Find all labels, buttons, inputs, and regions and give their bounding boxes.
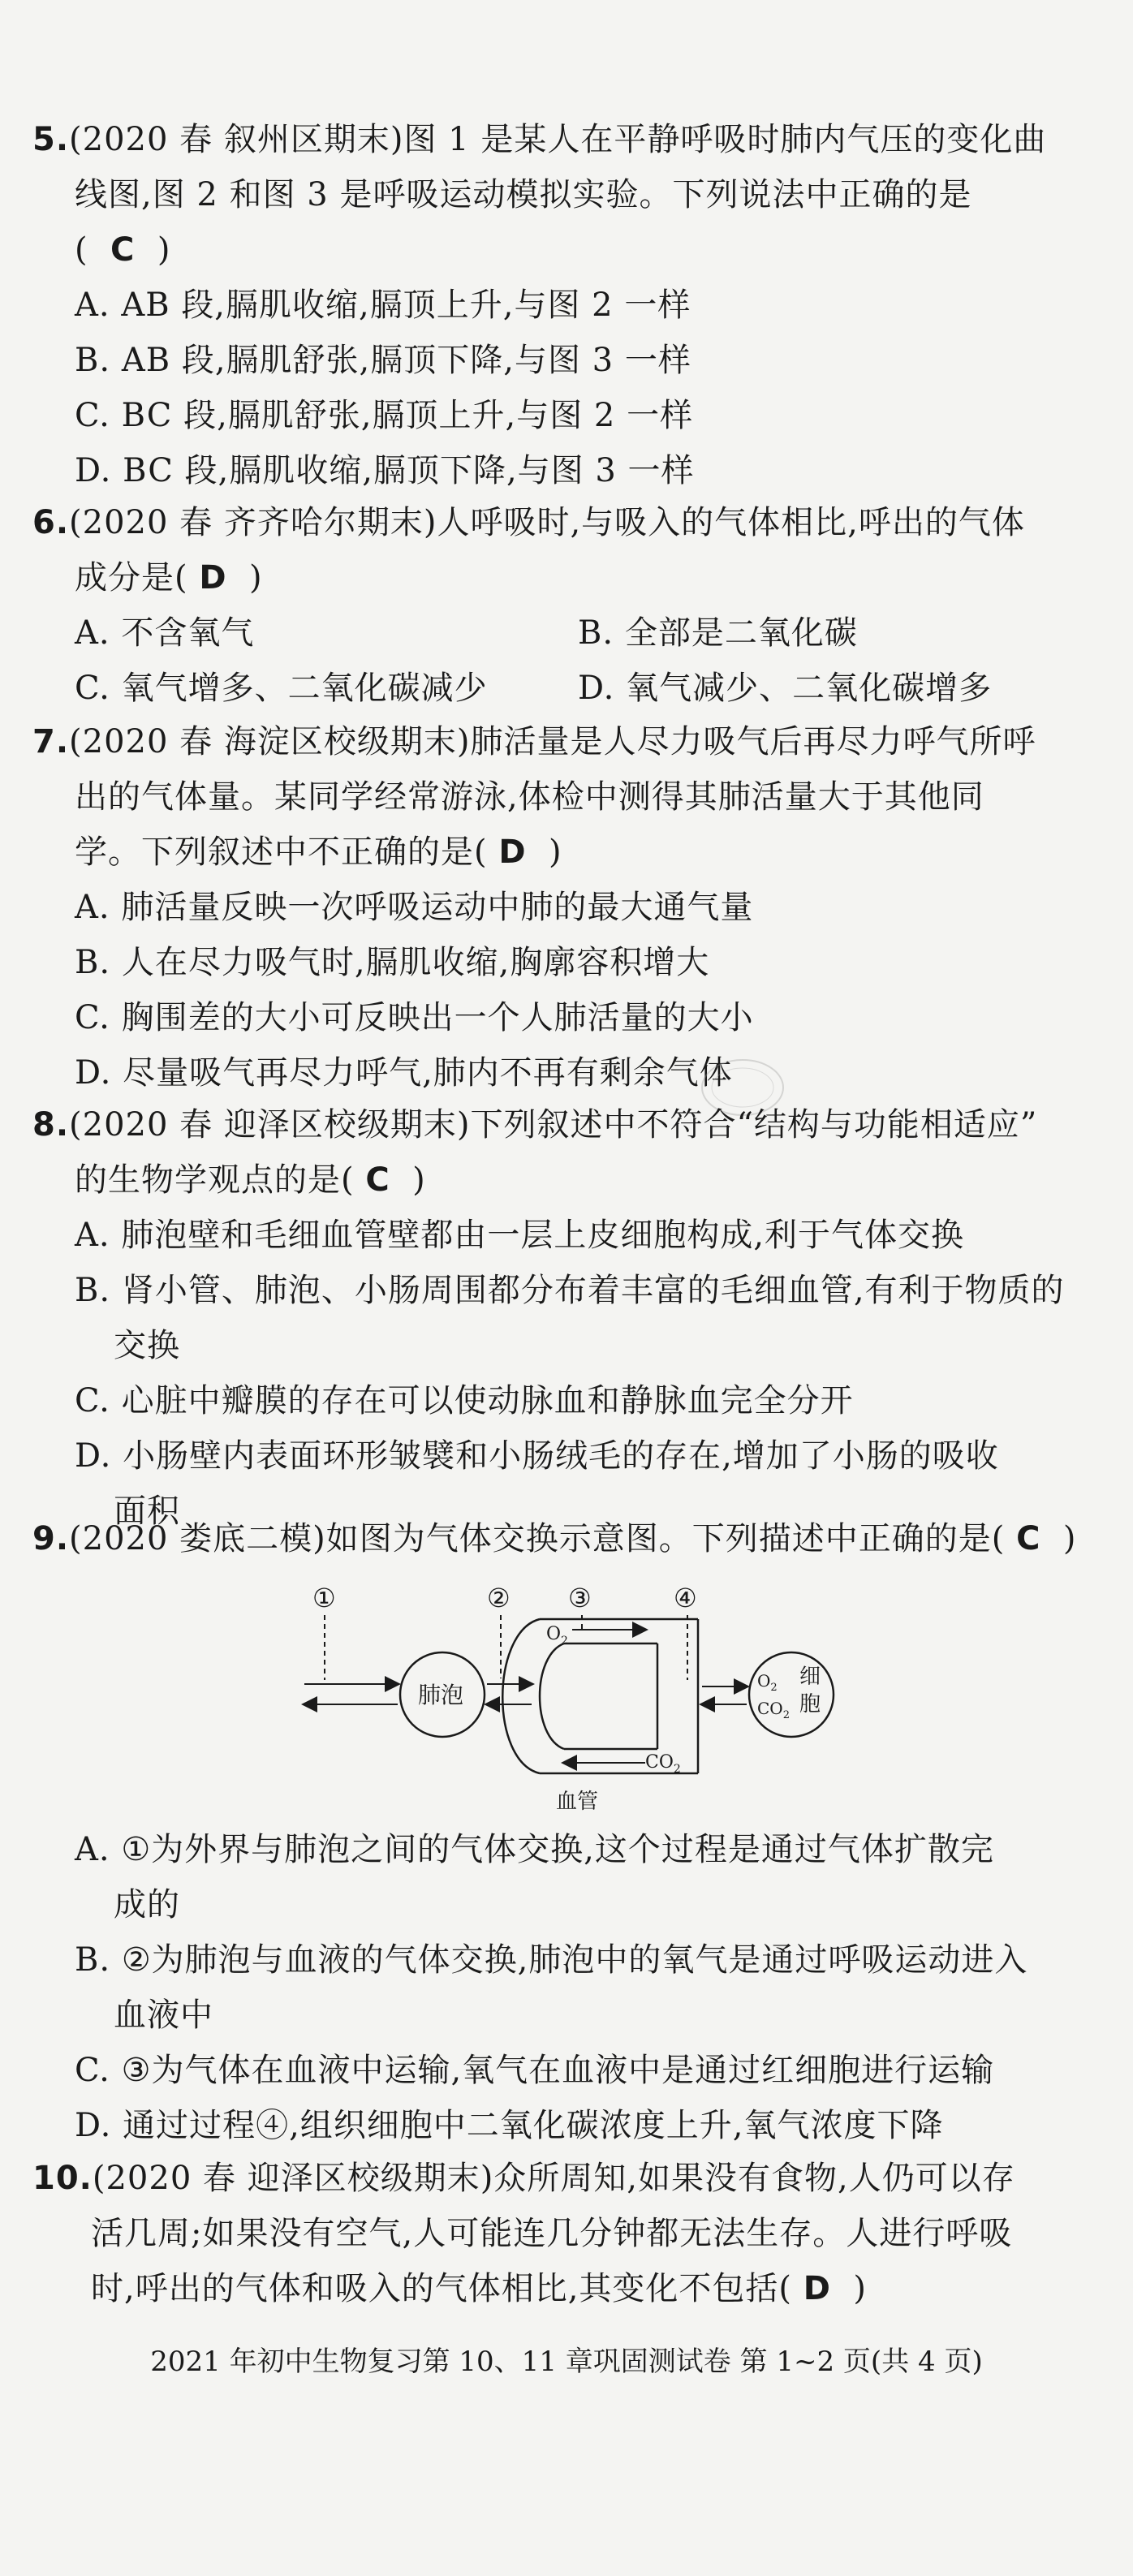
question-number: 7. — [32, 723, 70, 760]
option-a: A. AB 段,膈肌收缩,膈顶上升,与图 2 一样 — [75, 286, 691, 324]
question-7 — [32, 714, 1104, 1101]
question-8-stem-line-2: 的生物学观点的是( C ) — [75, 1161, 426, 1199]
option-b: B. ②为肺泡与血液的气体交换,肺泡中的氧气是通过呼吸运动进入 — [75, 1941, 1028, 1979]
question-10 — [32, 2151, 1104, 2316]
cell-label-char-2: 胞 — [799, 1692, 821, 1717]
question-8-stem-line-1: 8.(2020 春 迎泽区校级期末)下列叙述中不符合“结构与功能相适应” — [32, 1106, 1038, 1144]
option-b: B. 人在尽力吸气时,膈肌收缩,胸廓容积增大 — [75, 944, 710, 981]
option-c: C. 胸围差的大小可反映出一个人肺活量的大小 — [75, 999, 754, 1036]
question-9 — [32, 1511, 1104, 1566]
options-row-1 — [32, 605, 1104, 661]
vessel-label: 血管 — [556, 1790, 599, 1814]
question-9-options — [32, 1822, 1104, 2153]
question-number: 9. — [32, 1520, 70, 1557]
question-6-stem-line-1: 6.(2020 春 齐齐哈尔期末)人呼吸时,与吸入的气体相比,呼出的气体 — [32, 504, 1025, 541]
option-d: D. 尽量吸气再尽力呼气,肺内不再有剩余气体 — [75, 1054, 733, 1092]
marker-4: ④ — [674, 1583, 697, 1613]
vessel-outer-left — [502, 1619, 540, 1773]
answer-letter: C — [365, 1161, 390, 1199]
co2-cell-label: $CO_2$ — [757, 1699, 790, 1721]
question-7-stem-line-3: 学。下列叙述中不正确的是( D ) — [75, 834, 562, 871]
question-number: 5. — [32, 121, 70, 158]
option-b-continued: 交换 — [114, 1327, 180, 1364]
o2-vessel-label: $O_2$ — [546, 1624, 568, 1648]
co2-vessel-label: $CO_2$ — [645, 1752, 681, 1776]
options-row-2 — [32, 661, 1104, 716]
cell-circle — [749, 1652, 834, 1737]
option-c: C. ③为气体在血液中运输,氧气在血液中是通过红细胞进行运输 — [75, 2052, 995, 2089]
option-b: B. 全部是二氧化碳 — [578, 614, 858, 652]
option-d: D. 通过过程④,组织细胞中二氧化碳浓度上升,氧气浓度下降 — [75, 2107, 944, 2144]
alveolus-label: 肺泡 — [418, 1682, 464, 1708]
vessel-inner-left — [540, 1643, 564, 1749]
question-number: 10. — [32, 2160, 93, 2197]
question-6 — [32, 495, 1104, 716]
option-b: B. AB 段,膈肌舒张,膈顶下降,与图 3 一样 — [75, 342, 691, 379]
option-c: C. 氧气增多、二氧化碳减少 — [75, 670, 488, 707]
option-d: D. 氧气减少、二氧化碳增多 — [578, 670, 993, 707]
question-10-stem-line-3: 时,呼出的气体和吸入的气体相比,其变化不包括( D ) — [91, 2270, 868, 2307]
answer-letter: D — [199, 559, 227, 597]
question-5-answer-line: ( C ) — [75, 231, 171, 269]
option-a-continued: 成的 — [114, 1886, 180, 1923]
o2-cell-label: $O_2$ — [757, 1671, 778, 1694]
option-a: A. 肺活量反映一次呼吸运动中肺的最大通气量 — [75, 889, 754, 926]
option-d-continued: 面积 — [114, 1493, 180, 1530]
answer-letter: C — [1016, 1520, 1041, 1557]
option-d: D. BC 段,膈肌收缩,膈顶下降,与图 3 一样 — [75, 452, 695, 489]
option-a: A. 不含氧气 — [75, 614, 255, 652]
answer-letter: D — [498, 834, 527, 871]
question-10-stem-line-2: 活几周;如果没有空气,人可能连几分钟都无法生存。人进行呼吸 — [91, 2215, 1013, 2252]
question-number: 6. — [32, 504, 70, 541]
answer-letter: C — [110, 231, 136, 269]
option-b-continued: 血液中 — [114, 1997, 213, 2034]
question-5-stem-line-1: 5.(2020 春 叙州区期末)图 1 是某人在平静呼吸时肺内气压的变化曲 — [32, 121, 1047, 158]
question-7-stem-line-1: 7.(2020 春 海淀区校级期末)肺活量是人尽力吸气后再尽力呼气所呼 — [32, 723, 1036, 760]
page-footer: 2021 年初中生物复习第 10、11 章巩固测试卷 第 1~2 页(共 4 页) — [150, 2346, 983, 2378]
question-7-stem-line-2: 出的气体量。某同学经常游泳,体检中测得其肺活量大于其他同 — [75, 778, 984, 816]
answer-letter: D — [803, 2270, 831, 2307]
question-8 — [32, 1097, 1104, 1539]
question-number: 8. — [32, 1106, 70, 1144]
marker-3: ③ — [568, 1583, 592, 1613]
gas-exchange-diagram — [288, 1583, 856, 1818]
option-c: C. 心脏中瓣膜的存在可以使动脉血和静脉血完全分开 — [75, 1382, 854, 1419]
option-d: D. 小肠壁内表面环形皱襞和小肠绒毛的存在,增加了小肠的吸收 — [75, 1437, 999, 1475]
question-10-stem-line-1: 10.(2020 春 迎泽区校级期末)众所周知,如果没有食物,人仍可以存 — [32, 2160, 1015, 2197]
cell-label-char-1: 细 — [799, 1665, 821, 1689]
option-c: C. BC 段,膈肌舒张,膈顶上升,与图 2 一样 — [75, 397, 694, 434]
question-9-stem: 9.(2020 娄底二模)如图为气体交换示意图。下列描述中正确的是( C ) — [32, 1520, 1077, 1557]
question-5-stem-line-2: 线图,图 2 和图 3 是呼吸运动模拟实验。下列说法中正确的是 — [75, 176, 972, 213]
marker-1: ① — [312, 1583, 336, 1613]
question-6-stem-line-2: 成分是( D ) — [75, 559, 263, 597]
marker-2: ② — [487, 1583, 510, 1613]
question-5 — [32, 112, 1104, 498]
option-b: B. 肾小管、肺泡、小肠周围都分布着丰富的毛细血管,有利于物质的 — [75, 1272, 1065, 1309]
option-a: A. 肺泡壁和毛细血管壁都由一层上皮细胞构成,利于气体交换 — [75, 1217, 965, 1254]
option-a: A. ①为外界与肺泡之间的气体交换,这个过程是通过气体扩散完 — [75, 1831, 994, 1868]
